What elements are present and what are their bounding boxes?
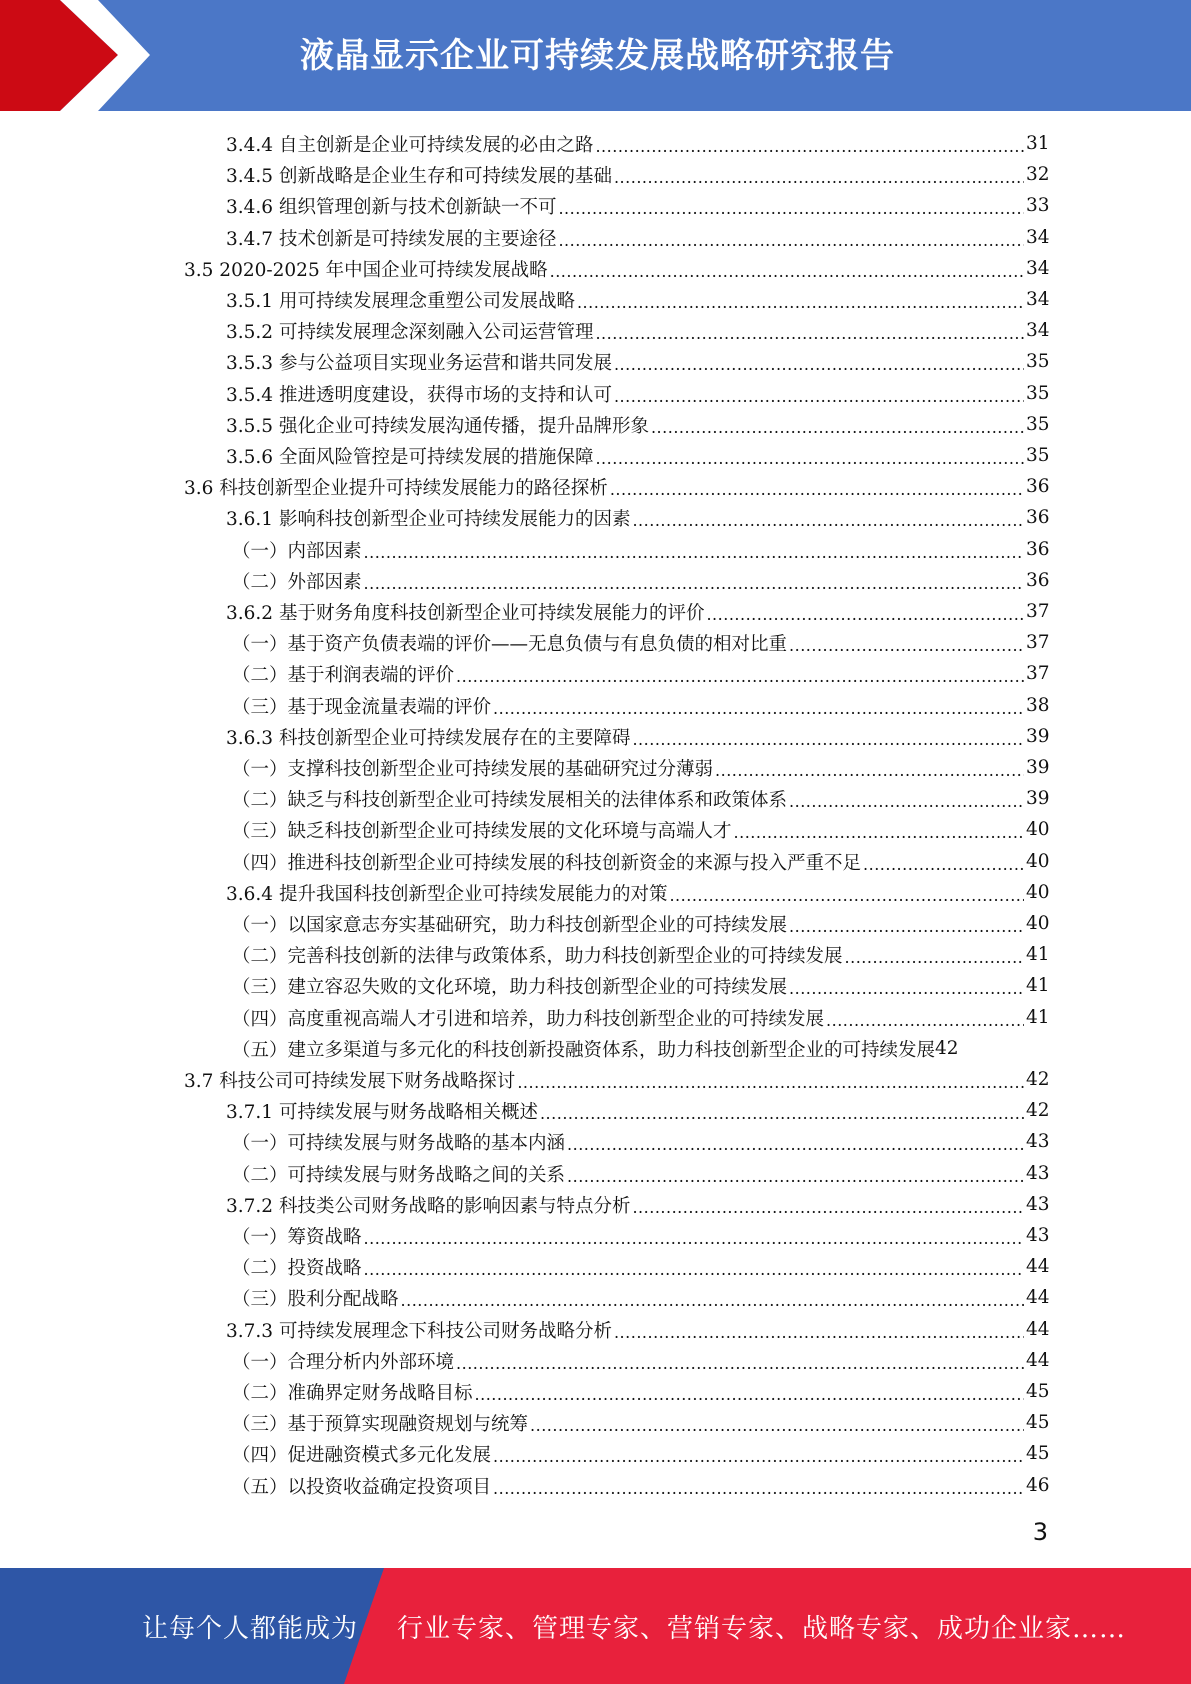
toc-leader-dots (540, 1103, 1024, 1124)
toc-leader-dots (669, 885, 1024, 906)
toc-entry-label: 3.7.2 科技类公司财务战略的影响因素与特点分析 (226, 1195, 631, 1217)
toc-entry[interactable] (232, 1282, 1048, 1313)
toc-entry-page: 36 (1026, 476, 1050, 497)
toc-entry-page: 39 (1026, 726, 1050, 747)
toc-entry-label: （二）投资战略 (232, 1257, 362, 1279)
toc-entry-page: 41 (1026, 1007, 1050, 1028)
toc-leader-dots (493, 1478, 1024, 1499)
toc-entry-label: （四）促进融资模式多元化发展 (232, 1444, 492, 1466)
toc-entry-label: （四）推进科技创新型企业可持续发展的科技创新资金的来源与投入严重不足 (232, 852, 862, 874)
toc-entry[interactable] (232, 814, 1048, 845)
toc-entry-page: 43 (1026, 1194, 1050, 1215)
toc-leader-dots (558, 198, 1024, 219)
toc-entry-page: 42 (1026, 1100, 1050, 1121)
toc-entry-label: 3.4.7 技术创新是可持续发展的主要途径 (226, 228, 557, 250)
toc-entry-page: 44 (1026, 1319, 1050, 1340)
toc-leader-dots (595, 448, 1024, 469)
toc-leader-dots (845, 947, 1024, 968)
toc-entry-label: 3.5.4 推进透明度建设，获得市场的支持和认可 (226, 384, 612, 406)
toc-entry[interactable] (226, 1095, 1048, 1126)
toc-entry-label: （一）可持续发展与财务战略的基本内涵 (232, 1132, 566, 1154)
toc-entry[interactable] (226, 315, 1048, 346)
toc-entry-label: （三）股利分配战略 (232, 1288, 399, 1310)
toc-entry-label: （二）基于利润表端的评价 (232, 664, 455, 686)
toc-entry[interactable] (232, 534, 1048, 565)
page-header (0, 0, 1191, 111)
toc-entry[interactable] (184, 471, 1048, 502)
toc-entry-label: 3.4.5 创新战略是企业生存和可持续发展的基础 (226, 165, 612, 187)
toc-entry[interactable] (184, 1064, 1048, 1095)
toc-entry-page: 34 (1026, 227, 1050, 248)
toc-leader-dots (456, 1353, 1024, 1374)
toc-leader-dots (632, 510, 1024, 531)
toc-leader-dots (614, 386, 1024, 407)
report-title: 液晶显示企业可持续发展战略研究报告 (300, 36, 895, 76)
toc-leader-dots (789, 916, 1024, 937)
toc-entry-page: 36 (1026, 507, 1050, 528)
toc-entry-page: 34 (1026, 289, 1050, 310)
toc-entry[interactable] (226, 190, 1048, 221)
toc-entry-label: 3.5.5 强化企业可持续发展沟通传播，提升品牌形象 (226, 415, 649, 437)
toc-entry[interactable] (226, 378, 1048, 409)
toc-leader-dots (595, 323, 1024, 344)
toc-leader-dots (558, 230, 1024, 251)
toc-leader-dots (567, 1166, 1024, 1187)
toc-entry-label: （一）基于资产负债表端的评价——无息负债与有息负债的相对比重 (232, 633, 788, 655)
toc-entry[interactable] (232, 1376, 1048, 1407)
toc-entry-label: （一）以国家意志夯实基础研究，助力科技创新型企业的可持续发展 (232, 914, 788, 936)
toc-leader-dots (364, 1228, 1024, 1249)
toc-entry-label: 3.4.6 组织管理创新与技术创新缺一不可 (226, 196, 557, 218)
toc-entry-label: 3.5.2 可持续发展理念深刻融入公司运营管理 (226, 321, 594, 343)
toc-entry[interactable] (226, 596, 1048, 627)
toc-leader-dots (651, 417, 1024, 438)
toc-entry-page: 41 (1026, 975, 1050, 996)
toc-entry[interactable] (232, 1345, 1048, 1376)
toc-leader-dots (577, 292, 1024, 313)
toc-entry-page: 37 (1026, 601, 1050, 622)
toc-entry[interactable] (232, 565, 1048, 596)
footer-slogan-right: 行业专家、管理专家、营销专家、战略专家、成功企业家…… (397, 1614, 1127, 1644)
toc-entry[interactable] (232, 627, 1048, 658)
toc-leader-dots (401, 1290, 1024, 1311)
toc-entry[interactable] (232, 690, 1048, 721)
toc-leader-dots (632, 729, 1024, 750)
toc-entry-page: 43 (1026, 1131, 1050, 1152)
toc-entry-page: 35 (1026, 351, 1050, 372)
toc-leader-dots (456, 666, 1024, 687)
toc-entry-label: （五）建立多渠道与多元化的科技创新投融资体系，助力科技创新型企业的可持续发展 (232, 1039, 936, 1061)
toc-leader-dots (517, 1072, 1024, 1093)
toc-entry-page: 33 (1026, 195, 1050, 216)
toc-entry-page: 40 (1026, 851, 1050, 872)
toc-leader-dots (789, 635, 1024, 656)
toc-entry[interactable] (226, 284, 1048, 315)
toc-entry-label: （二）准确界定财务战略目标 (232, 1382, 473, 1404)
toc-entry[interactable] (226, 1314, 1048, 1345)
toc-entry-label: （一）合理分析内外部环境 (232, 1351, 455, 1373)
toc-entry-page: 41 (1026, 944, 1050, 965)
toc-entry-label: 3.6.4 提升我国科技创新型企业可持续发展能力的对策 (226, 883, 668, 905)
toc-entry-page: 34 (1026, 320, 1050, 341)
toc-entry-label: 3.6.3 科技创新型企业可持续发展存在的主要障碍 (226, 727, 631, 749)
toc-entry-page: 43 (1026, 1163, 1050, 1184)
toc-entry-page: 42 (1026, 1069, 1050, 1090)
toc-entry-label: 3.7.1 可持续发展与财务战略相关概述 (226, 1101, 538, 1123)
toc-entry-label: 3.6.1 影响科技创新型企业可持续发展能力的因素 (226, 508, 631, 530)
toc-entry-label: 3.4.4 自主创新是企业可持续发展的必由之路 (226, 134, 594, 156)
toc-leader-dots (364, 1259, 1024, 1280)
toc-entry-page: 40 (1026, 819, 1050, 840)
toc-entry[interactable] (232, 752, 1048, 783)
toc-leader-dots (826, 1010, 1024, 1031)
toc-leader-dots (364, 542, 1024, 563)
toc-entry[interactable] (226, 128, 1048, 159)
toc-leader-dots (706, 604, 1024, 625)
toc-entry[interactable] (232, 1126, 1048, 1157)
toc-entry-page: 45 (1026, 1412, 1050, 1433)
toc-entry-page: 31 (1026, 133, 1050, 154)
toc-leader-dots (493, 698, 1024, 719)
toc-entry[interactable] (226, 440, 1048, 471)
toc-entry-page: 44 (1026, 1350, 1050, 1371)
toc-entry-label: 3.7.3 可持续发展理念下科技公司财务战略分析 (226, 1320, 612, 1342)
toc-leader-dots (530, 1415, 1024, 1436)
toc-entry[interactable] (226, 222, 1048, 253)
toc-entry[interactable] (232, 970, 1048, 1001)
toc-entry-page: 45 (1026, 1443, 1050, 1464)
toc-entry-label: （二）外部因素 (232, 571, 362, 593)
footer-slogan-left: 让每个人都能成为 (142, 1614, 359, 1644)
toc-entry-label: （三）缺乏科技创新型企业可持续发展的文化环境与高端人才 (232, 820, 732, 842)
toc-entry[interactable] (226, 721, 1048, 752)
toc-entry-page: 35 (1026, 383, 1050, 404)
toc-entry-label: （三）基于预算实现融资规划与统筹 (232, 1413, 529, 1435)
toc-entry[interactable] (232, 1220, 1048, 1251)
page-footer (0, 1568, 1191, 1684)
toc-entry-page: 36 (1026, 570, 1050, 591)
toc-entry-page: 32 (1026, 164, 1050, 185)
toc-entry-page: 36 (1026, 539, 1050, 560)
toc-entry-page: 45 (1026, 1381, 1050, 1402)
toc-entry[interactable] (184, 253, 1048, 284)
toc-leader-dots (863, 854, 1024, 875)
toc-entry-page: 44 (1026, 1256, 1050, 1277)
toc-entry[interactable] (226, 502, 1048, 533)
toc-leader-dots (734, 822, 1024, 843)
toc-entry-label: （二）缺乏与科技创新型企业可持续发展相关的法律体系和政策体系 (232, 789, 788, 811)
toc-entry-page: 40 (1026, 913, 1050, 934)
toc-entry-label: 3.5 2020-2025 年中国企业可持续发展战略 (184, 259, 548, 281)
toc-entry-label: （一）支撑科技创新型企业可持续发展的基础研究过分薄弱 (232, 758, 714, 780)
toc-entry[interactable] (232, 1251, 1048, 1282)
toc-entry-label: （一）内部因素 (232, 540, 362, 562)
toc-entry-label: （四）高度重视高端人才引进和培养，助力科技创新型企业的可持续发展 (232, 1008, 825, 1030)
toc-entry-page: 37 (1026, 663, 1050, 684)
toc-leader-dots (493, 1446, 1024, 1467)
toc-entry-page: 35 (1026, 414, 1050, 435)
toc-entry-page: 44 (1026, 1287, 1050, 1308)
toc-entry[interactable] (226, 159, 1048, 190)
toc-entry-page: 39 (1026, 757, 1050, 778)
toc-entry[interactable] (232, 1158, 1048, 1189)
toc-entry[interactable] (226, 877, 1048, 908)
toc-leader-dots (632, 1197, 1024, 1218)
toc-leader-dots (789, 978, 1024, 999)
toc-entry-label: （五）以投资收益确定投资项目 (232, 1476, 492, 1498)
toc-entry-label: 3.5.6 全面风险管控是可持续发展的措施保障 (226, 446, 594, 468)
toc-entry[interactable] (232, 1470, 1048, 1501)
toc-entry[interactable] (232, 1407, 1048, 1438)
toc-entry[interactable] (226, 1189, 1048, 1220)
toc-entry[interactable] (232, 783, 1048, 814)
toc-leader-dots (610, 479, 1024, 500)
toc-entry-page: 39 (1026, 788, 1050, 809)
toc-entry-page: 37 (1026, 632, 1050, 653)
toc-leader-dots (614, 1322, 1024, 1343)
toc-entry-label: （一）筹资战略 (232, 1226, 362, 1248)
toc-entry[interactable] (232, 846, 1048, 877)
toc-entry-label: （三）基于现金流量表端的评价 (232, 696, 492, 718)
toc-entry-page: 43 (1026, 1225, 1050, 1246)
toc-leader-dots (595, 136, 1024, 157)
toc-entry-label: 3.5.3 参与公益项目实现业务运营和谐共同发展 (226, 352, 612, 374)
toc-leader-dots (550, 261, 1024, 282)
toc-entry-label: 3.6 科技创新型企业提升可持续发展能力的路径探析 (184, 477, 608, 499)
toc-entry-label: （三）建立容忍失败的文化环境，助力科技创新型企业的可持续发展 (232, 976, 788, 998)
toc-entry-page: 35 (1026, 445, 1050, 466)
toc-entry-page: 46 (1026, 1475, 1050, 1496)
toc-entry[interactable] (232, 658, 1048, 689)
toc-entry-page: 38 (1026, 695, 1050, 716)
toc-entry-label: 3.7 科技公司可持续发展下财务战略探讨 (184, 1070, 516, 1092)
toc-leader-dots (715, 760, 1024, 781)
toc-entry-label: 3.5.1 用可持续发展理念重塑公司发展战略 (226, 290, 575, 312)
toc-entry[interactable] (232, 1438, 1048, 1469)
toc-entry-label: 3.6.2 基于财务角度科技创新型企业可持续发展能力的评价 (226, 602, 705, 624)
toc-leader-dots (475, 1384, 1024, 1405)
toc-entry-label: （二）可持续发展与财务战略之间的关系 (232, 1164, 566, 1186)
toc-entry[interactable] (232, 1002, 1048, 1033)
toc-entry[interactable] (232, 939, 1048, 970)
toc-entry-page: 42 (935, 1038, 959, 1059)
toc-leader-dots (789, 791, 1024, 812)
header-chevron-decoration (0, 0, 200, 111)
toc-entry[interactable] (232, 908, 1048, 939)
toc-entry-label: （二）完善科技创新的法律与政策体系，助力科技创新型企业的可持续发展 (232, 945, 843, 967)
toc-entry-page: 34 (1026, 258, 1050, 279)
toc-leader-dots (614, 354, 1024, 375)
toc-leader-dots (614, 167, 1024, 188)
toc-entry[interactable] (226, 409, 1048, 440)
toc-leader-dots (364, 573, 1024, 594)
toc-entry-page: 40 (1026, 882, 1050, 903)
toc-leader-dots (567, 1134, 1024, 1155)
page-number: 3 (1032, 1518, 1048, 1546)
toc-entry[interactable] (232, 1033, 1048, 1064)
toc-entry[interactable] (226, 346, 1048, 377)
